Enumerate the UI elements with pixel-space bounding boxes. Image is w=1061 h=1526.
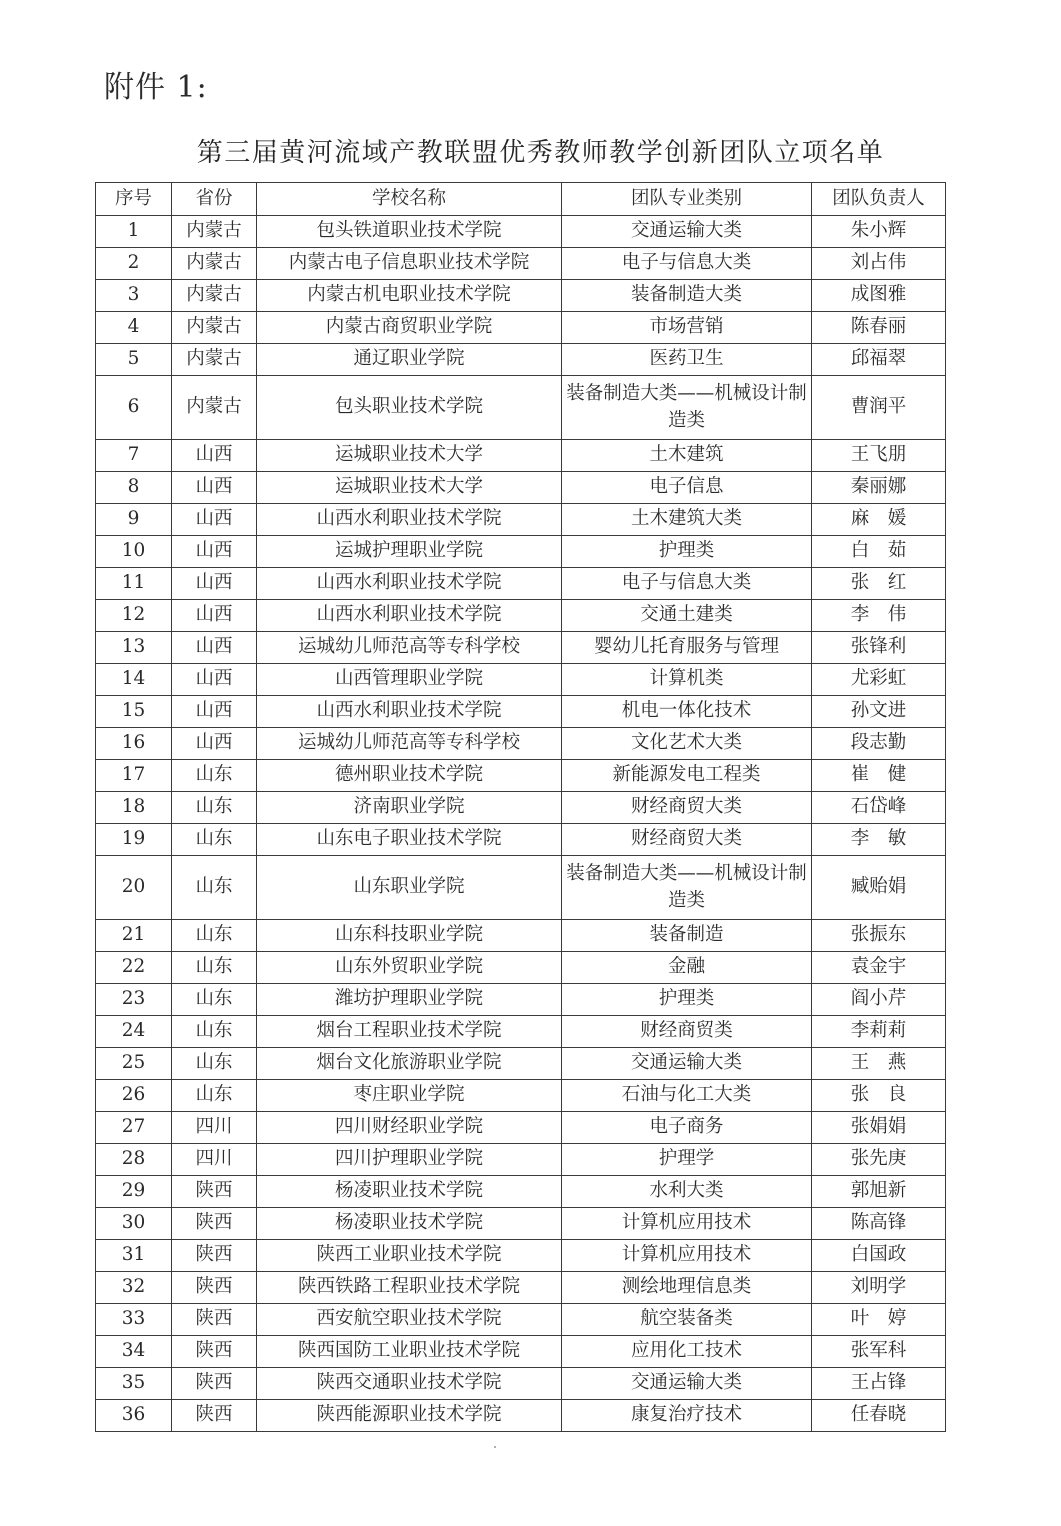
cell-leader: 崔 健 xyxy=(812,760,946,792)
cell-province: 内蒙古 xyxy=(172,312,257,344)
cell-index: 24 xyxy=(96,1016,172,1048)
cell-school: 运城职业技术大学 xyxy=(257,440,562,472)
cell-school: 四川护理职业学院 xyxy=(257,1144,562,1176)
table-row xyxy=(96,1016,946,1048)
cell-category: 机电一体化技术 xyxy=(562,696,812,728)
table-row xyxy=(96,856,946,920)
cell-province: 山东 xyxy=(172,1016,257,1048)
cell-category: 医药卫生 xyxy=(562,344,812,376)
cell-leader: 李 伟 xyxy=(812,600,946,632)
table-row xyxy=(96,216,946,248)
cell-leader: 郭旭新 xyxy=(812,1176,946,1208)
cell-province: 山西 xyxy=(172,536,257,568)
cell-school: 陕西铁路工程职业技术学院 xyxy=(257,1272,562,1304)
cell-school: 山西管理职业学院 xyxy=(257,664,562,696)
cell-index: 30 xyxy=(96,1208,172,1240)
cell-category: 文化艺术大类 xyxy=(562,728,812,760)
cell-school: 山东科技职业学院 xyxy=(257,920,562,952)
cell-category: 金融 xyxy=(562,952,812,984)
cell-province: 陕西 xyxy=(172,1400,257,1432)
cell-school: 杨凌职业技术学院 xyxy=(257,1208,562,1240)
cell-index: 31 xyxy=(96,1240,172,1272)
table-row xyxy=(96,1304,946,1336)
cell-category: 土木建筑 xyxy=(562,440,812,472)
cell-school: 山东电子职业技术学院 xyxy=(257,824,562,856)
cell-category: 市场营销 xyxy=(562,312,812,344)
cell-leader: 邱福翠 xyxy=(812,344,946,376)
table-row xyxy=(96,728,946,760)
table-row xyxy=(96,952,946,984)
cell-province: 四川 xyxy=(172,1112,257,1144)
cell-category: 护理类 xyxy=(562,984,812,1016)
cell-index: 23 xyxy=(96,984,172,1016)
cell-leader: 李莉莉 xyxy=(812,1016,946,1048)
cell-category: 计算机应用技术 xyxy=(562,1208,812,1240)
cell-index: 9 xyxy=(96,504,172,536)
table-row xyxy=(96,920,946,952)
table-row xyxy=(96,248,946,280)
cell-category: 交通运输大类 xyxy=(562,216,812,248)
cell-index: 25 xyxy=(96,1048,172,1080)
cell-category: 财经商贸类 xyxy=(562,1016,812,1048)
cell-category: 交通土建类 xyxy=(562,600,812,632)
cell-index: 21 xyxy=(96,920,172,952)
cell-leader: 白国政 xyxy=(812,1240,946,1272)
cell-province: 山东 xyxy=(172,1080,257,1112)
cell-province: 山西 xyxy=(172,600,257,632)
table-row xyxy=(96,440,946,472)
cell-leader: 叶 婷 xyxy=(812,1304,946,1336)
cell-province: 陕西 xyxy=(172,1272,257,1304)
header-index: 序号 xyxy=(96,183,172,216)
cell-index: 35 xyxy=(96,1368,172,1400)
cell-leader: 白 茹 xyxy=(812,536,946,568)
cell-leader: 张锋利 xyxy=(812,632,946,664)
cell-index: 36 xyxy=(96,1400,172,1432)
cell-index: 6 xyxy=(96,376,172,440)
cell-leader: 袁金宇 xyxy=(812,952,946,984)
cell-index: 20 xyxy=(96,856,172,920)
table-row xyxy=(96,1368,946,1400)
cell-province: 山东 xyxy=(172,824,257,856)
cell-index: 14 xyxy=(96,664,172,696)
cell-leader: 曹润平 xyxy=(812,376,946,440)
table-row xyxy=(96,280,946,312)
cell-index: 8 xyxy=(96,472,172,504)
cell-leader: 秦丽娜 xyxy=(812,472,946,504)
cell-province: 山东 xyxy=(172,920,257,952)
cell-category: 电子商务 xyxy=(562,1112,812,1144)
cell-leader: 王 燕 xyxy=(812,1048,946,1080)
cell-school: 山西水利职业技术学院 xyxy=(257,568,562,600)
cell-index: 13 xyxy=(96,632,172,664)
page-title: 第三届黄河流域产教联盟优秀教师教学创新团队立项名单 xyxy=(196,138,885,168)
cell-index: 27 xyxy=(96,1112,172,1144)
cell-school: 陕西能源职业技术学院 xyxy=(257,1400,562,1432)
cell-leader: 臧贻娟 xyxy=(812,856,946,920)
cell-leader: 段志勤 xyxy=(812,728,946,760)
cell-school: 山西水利职业技术学院 xyxy=(257,504,562,536)
cell-leader: 张军科 xyxy=(812,1336,946,1368)
cell-province: 陕西 xyxy=(172,1336,257,1368)
cell-province: 陕西 xyxy=(172,1240,257,1272)
cell-category: 康复治疗技术 xyxy=(562,1400,812,1432)
table-row xyxy=(96,792,946,824)
cell-province: 山东 xyxy=(172,952,257,984)
cell-index: 19 xyxy=(96,824,172,856)
cell-index: 12 xyxy=(96,600,172,632)
cell-school: 山东职业学院 xyxy=(257,856,562,920)
cell-leader: 张振东 xyxy=(812,920,946,952)
cell-province: 内蒙古 xyxy=(172,216,257,248)
cell-index: 15 xyxy=(96,696,172,728)
cell-category: 电子与信息大类 xyxy=(562,568,812,600)
cell-leader: 张娟娟 xyxy=(812,1112,946,1144)
table-row xyxy=(96,472,946,504)
cell-leader: 朱小辉 xyxy=(812,216,946,248)
table-row xyxy=(96,1336,946,1368)
cell-school: 山东外贸职业学院 xyxy=(257,952,562,984)
cell-category: 电子信息 xyxy=(562,472,812,504)
cell-category: 电子与信息大类 xyxy=(562,248,812,280)
cell-category: 装备制造大类 xyxy=(562,280,812,312)
cell-school: 杨凌职业技术学院 xyxy=(257,1176,562,1208)
cell-leader: 刘明学 xyxy=(812,1272,946,1304)
cell-province: 内蒙古 xyxy=(172,376,257,440)
cell-leader: 张先庚 xyxy=(812,1144,946,1176)
cell-school: 通辽职业学院 xyxy=(257,344,562,376)
table-row xyxy=(96,824,946,856)
cell-leader: 石岱峰 xyxy=(812,792,946,824)
cell-province: 山西 xyxy=(172,504,257,536)
cell-index: 4 xyxy=(96,312,172,344)
cell-province: 山东 xyxy=(172,856,257,920)
table-row xyxy=(96,696,946,728)
table-row xyxy=(96,1240,946,1272)
cell-index: 18 xyxy=(96,792,172,824)
cell-province: 内蒙古 xyxy=(172,248,257,280)
cell-school: 运城幼儿师范高等专科学校 xyxy=(257,632,562,664)
cell-leader: 王占锋 xyxy=(812,1368,946,1400)
cell-category: 石油与化工大类 xyxy=(562,1080,812,1112)
table-row xyxy=(96,568,946,600)
cell-category: 财经商贸大类 xyxy=(562,792,812,824)
table-row xyxy=(96,664,946,696)
cell-school: 包头铁道职业技术学院 xyxy=(257,216,562,248)
cell-index: 3 xyxy=(96,280,172,312)
cell-province: 山西 xyxy=(172,696,257,728)
cell-category: 护理学 xyxy=(562,1144,812,1176)
cell-leader: 尤彩虹 xyxy=(812,664,946,696)
cell-category: 水利大类 xyxy=(562,1176,812,1208)
cell-school: 德州职业技术学院 xyxy=(257,760,562,792)
header-province: 省份 xyxy=(172,183,257,216)
cell-province: 山西 xyxy=(172,728,257,760)
cell-province: 内蒙古 xyxy=(172,280,257,312)
cell-province: 陕西 xyxy=(172,1208,257,1240)
table-row xyxy=(96,1176,946,1208)
cell-province: 四川 xyxy=(172,1144,257,1176)
cell-index: 34 xyxy=(96,1336,172,1368)
cell-category: 应用化工技术 xyxy=(562,1336,812,1368)
cell-school: 内蒙古机电职业技术学院 xyxy=(257,280,562,312)
cell-category: 航空装备类 xyxy=(562,1304,812,1336)
table-row xyxy=(96,344,946,376)
cell-leader: 王飞朋 xyxy=(812,440,946,472)
cell-school: 内蒙古商贸职业学院 xyxy=(257,312,562,344)
cell-leader: 阎小芹 xyxy=(812,984,946,1016)
cell-leader: 麻 媛 xyxy=(812,504,946,536)
cell-category: 交通运输大类 xyxy=(562,1048,812,1080)
cell-leader: 张 红 xyxy=(812,568,946,600)
cell-school: 枣庄职业学院 xyxy=(257,1080,562,1112)
table-row xyxy=(96,536,946,568)
cell-school: 烟台工程职业技术学院 xyxy=(257,1016,562,1048)
table-row xyxy=(96,1144,946,1176)
cell-index: 29 xyxy=(96,1176,172,1208)
cell-province: 山东 xyxy=(172,760,257,792)
cell-leader: 成图雅 xyxy=(812,280,946,312)
header-leader: 团队负责人 xyxy=(812,183,946,216)
cell-province: 山西 xyxy=(172,664,257,696)
cell-school: 山西水利职业技术学院 xyxy=(257,600,562,632)
table-body xyxy=(96,216,946,1432)
attachment-label: 附件 1: xyxy=(104,70,208,105)
cell-category: 新能源发电工程类 xyxy=(562,760,812,792)
table-row xyxy=(96,376,946,440)
cell-category: 计算机类 xyxy=(562,664,812,696)
page-mark xyxy=(494,1446,496,1448)
cell-province: 山西 xyxy=(172,472,257,504)
cell-school: 陕西国防工业职业技术学院 xyxy=(257,1336,562,1368)
cell-index: 16 xyxy=(96,728,172,760)
cell-category: 装备制造大类——机械设计制造类 xyxy=(562,376,812,440)
cell-school: 陕西工业职业技术学院 xyxy=(257,1240,562,1272)
cell-leader: 张 良 xyxy=(812,1080,946,1112)
cell-category: 财经商贸大类 xyxy=(562,824,812,856)
cell-province: 山东 xyxy=(172,984,257,1016)
cell-leader: 任春晓 xyxy=(812,1400,946,1432)
cell-school: 运城幼儿师范高等专科学校 xyxy=(257,728,562,760)
table-row xyxy=(96,312,946,344)
table-row xyxy=(96,984,946,1016)
cell-province: 山西 xyxy=(172,632,257,664)
cell-province: 内蒙古 xyxy=(172,344,257,376)
cell-index: 10 xyxy=(96,536,172,568)
cell-category: 土木建筑大类 xyxy=(562,504,812,536)
cell-category: 护理类 xyxy=(562,536,812,568)
cell-index: 22 xyxy=(96,952,172,984)
cell-province: 山东 xyxy=(172,1048,257,1080)
cell-category: 婴幼儿托育服务与管理 xyxy=(562,632,812,664)
cell-school: 山西水利职业技术学院 xyxy=(257,696,562,728)
table-row xyxy=(96,1272,946,1304)
cell-province: 山东 xyxy=(172,792,257,824)
table-row xyxy=(96,600,946,632)
cell-school: 陕西交通职业技术学院 xyxy=(257,1368,562,1400)
cell-province: 陕西 xyxy=(172,1176,257,1208)
header-category: 团队专业类别 xyxy=(562,183,812,216)
cell-province: 陕西 xyxy=(172,1304,257,1336)
cell-leader: 陈春丽 xyxy=(812,312,946,344)
cell-index: 2 xyxy=(96,248,172,280)
cell-index: 1 xyxy=(96,216,172,248)
cell-category: 测绘地理信息类 xyxy=(562,1272,812,1304)
cell-province: 山西 xyxy=(172,440,257,472)
cell-index: 33 xyxy=(96,1304,172,1336)
cell-school: 内蒙古电子信息职业技术学院 xyxy=(257,248,562,280)
cell-index: 26 xyxy=(96,1080,172,1112)
table-row xyxy=(96,1080,946,1112)
table-row xyxy=(96,1112,946,1144)
cell-province: 陕西 xyxy=(172,1368,257,1400)
table-row xyxy=(96,504,946,536)
cell-index: 11 xyxy=(96,568,172,600)
cell-leader: 李 敏 xyxy=(812,824,946,856)
cell-index: 5 xyxy=(96,344,172,376)
cell-school: 运城职业技术大学 xyxy=(257,472,562,504)
cell-school: 烟台文化旅游职业学院 xyxy=(257,1048,562,1080)
table-row xyxy=(96,1208,946,1240)
table-row xyxy=(96,1048,946,1080)
cell-category: 装备制造 xyxy=(562,920,812,952)
cell-category: 交通运输大类 xyxy=(562,1368,812,1400)
table-header-row xyxy=(96,183,946,216)
cell-school: 济南职业学院 xyxy=(257,792,562,824)
cell-leader: 刘占伟 xyxy=(812,248,946,280)
cell-province: 山西 xyxy=(172,568,257,600)
cell-leader: 孙文进 xyxy=(812,696,946,728)
cell-index: 32 xyxy=(96,1272,172,1304)
cell-leader: 陈高锋 xyxy=(812,1208,946,1240)
cell-category: 计算机应用技术 xyxy=(562,1240,812,1272)
table-row xyxy=(96,760,946,792)
cell-school: 包头职业技术学院 xyxy=(257,376,562,440)
cell-index: 7 xyxy=(96,440,172,472)
cell-category: 装备制造大类——机械设计制造类 xyxy=(562,856,812,920)
table-row xyxy=(96,632,946,664)
table-row xyxy=(96,1400,946,1432)
cell-school: 四川财经职业学院 xyxy=(257,1112,562,1144)
cell-school: 运城护理职业学院 xyxy=(257,536,562,568)
cell-school: 潍坊护理职业学院 xyxy=(257,984,562,1016)
cell-school: 西安航空职业技术学院 xyxy=(257,1304,562,1336)
header-school: 学校名称 xyxy=(257,183,562,216)
cell-index: 17 xyxy=(96,760,172,792)
team-roster-table xyxy=(95,182,946,1432)
cell-index: 28 xyxy=(96,1144,172,1176)
